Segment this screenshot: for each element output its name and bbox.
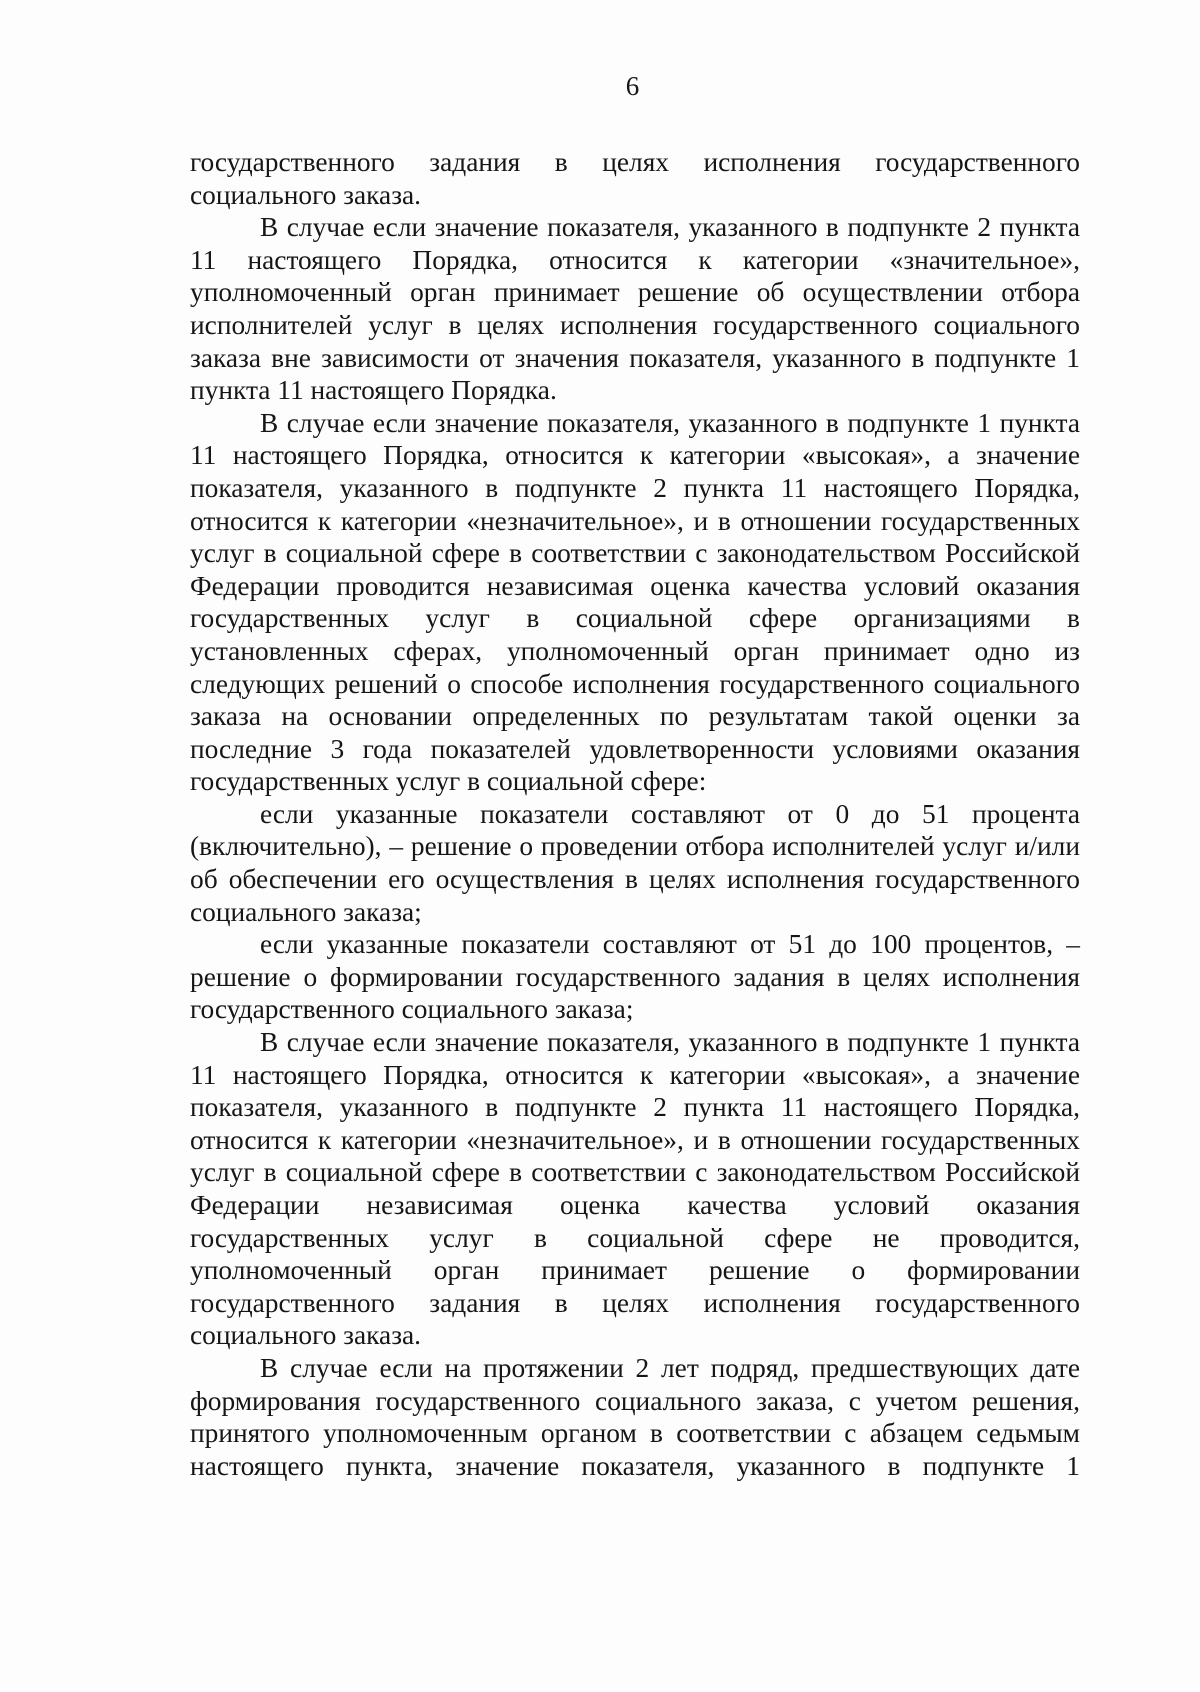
page-number: 6	[625, 71, 640, 101]
paragraph-2: В случае если значение показателя, указанного в подпункте 2 пункта 11 настоящего Порядка, относится к категории «значительное», уполномоченный орган принимает решение об осуществлении отбора исполнителей услуг в целях исполнения государственного социального заказа вне зависимости от значения показателя, указанного в подпункте 1 пункта 11 настоящего Порядка.	[190, 212, 1080, 406]
paragraph-7: В случае если на протяжении 2 лет подряд, предшествующих дате формирования государственного социального заказа, с учетом решения, принятого уполномоченным органом в соответствии с абзацем седьмым настоящего пункта, значение показателя, указанного в подпункте 1	[190, 1352, 1080, 1481]
paragraph-1: государственного задания в целях исполнения государственного социального заказа.	[190, 147, 1080, 210]
paragraph-6: В случае если значение показателя, указанного в подпункте 1 пункта 11 настоящего Порядка, относится к категории «высокая», а значение показателя, указанного в подпункте 2 пункта 11 настоящего Порядка, относится к категории «незначительное», и в отношении государственных услуг в социальной сфере в соответствии с законодательством Российской Федерации независимая оценка качества условий оказания государственных услуг в социальной сфере не проводится, уполномоченный орган принимает решение о формировании государственного задания в целях исполнения государственного социального заказа.	[190, 1027, 1080, 1351]
paragraph-5: если указанные показатели составляют от 51 до 100 процентов, – решение о формировании государственного задания в целях исполнения государственного социального заказа;	[190, 929, 1080, 1025]
paragraph-4: если указанные показатели составляют от 0 до 51 процента (включительно), – решение о проведении отбора исполнителей услуг и/или об обеспечении его осуществления в целях исполнения государственного социального заказа;	[190, 798, 1080, 927]
document-body	[190, 146, 1080, 1482]
paragraph-3: В случае если значение показателя, указанного в подпункте 1 пункта 11 настоящего Порядка, относится к категории «высокая», а значение показателя, указанного в подпункте 2 пункта 11 настоящего Порядка, относится к категории «незначительное», и в отношении государственных услуг в социальной сфере в соответствии с законодательством Российской Федерации проводится независимая оценка качества условий оказания государственных услуг в социальной сфере организациями в установленных сферах, уполномоченный орган принимает одно из следующих решений о способе исполнения государственного социального заказа на основании определенных по результатам такой оценки за последние 3 года показателей удовлетворенности условиями оказания государственных услуг в социальной сфере:	[190, 407, 1080, 797]
